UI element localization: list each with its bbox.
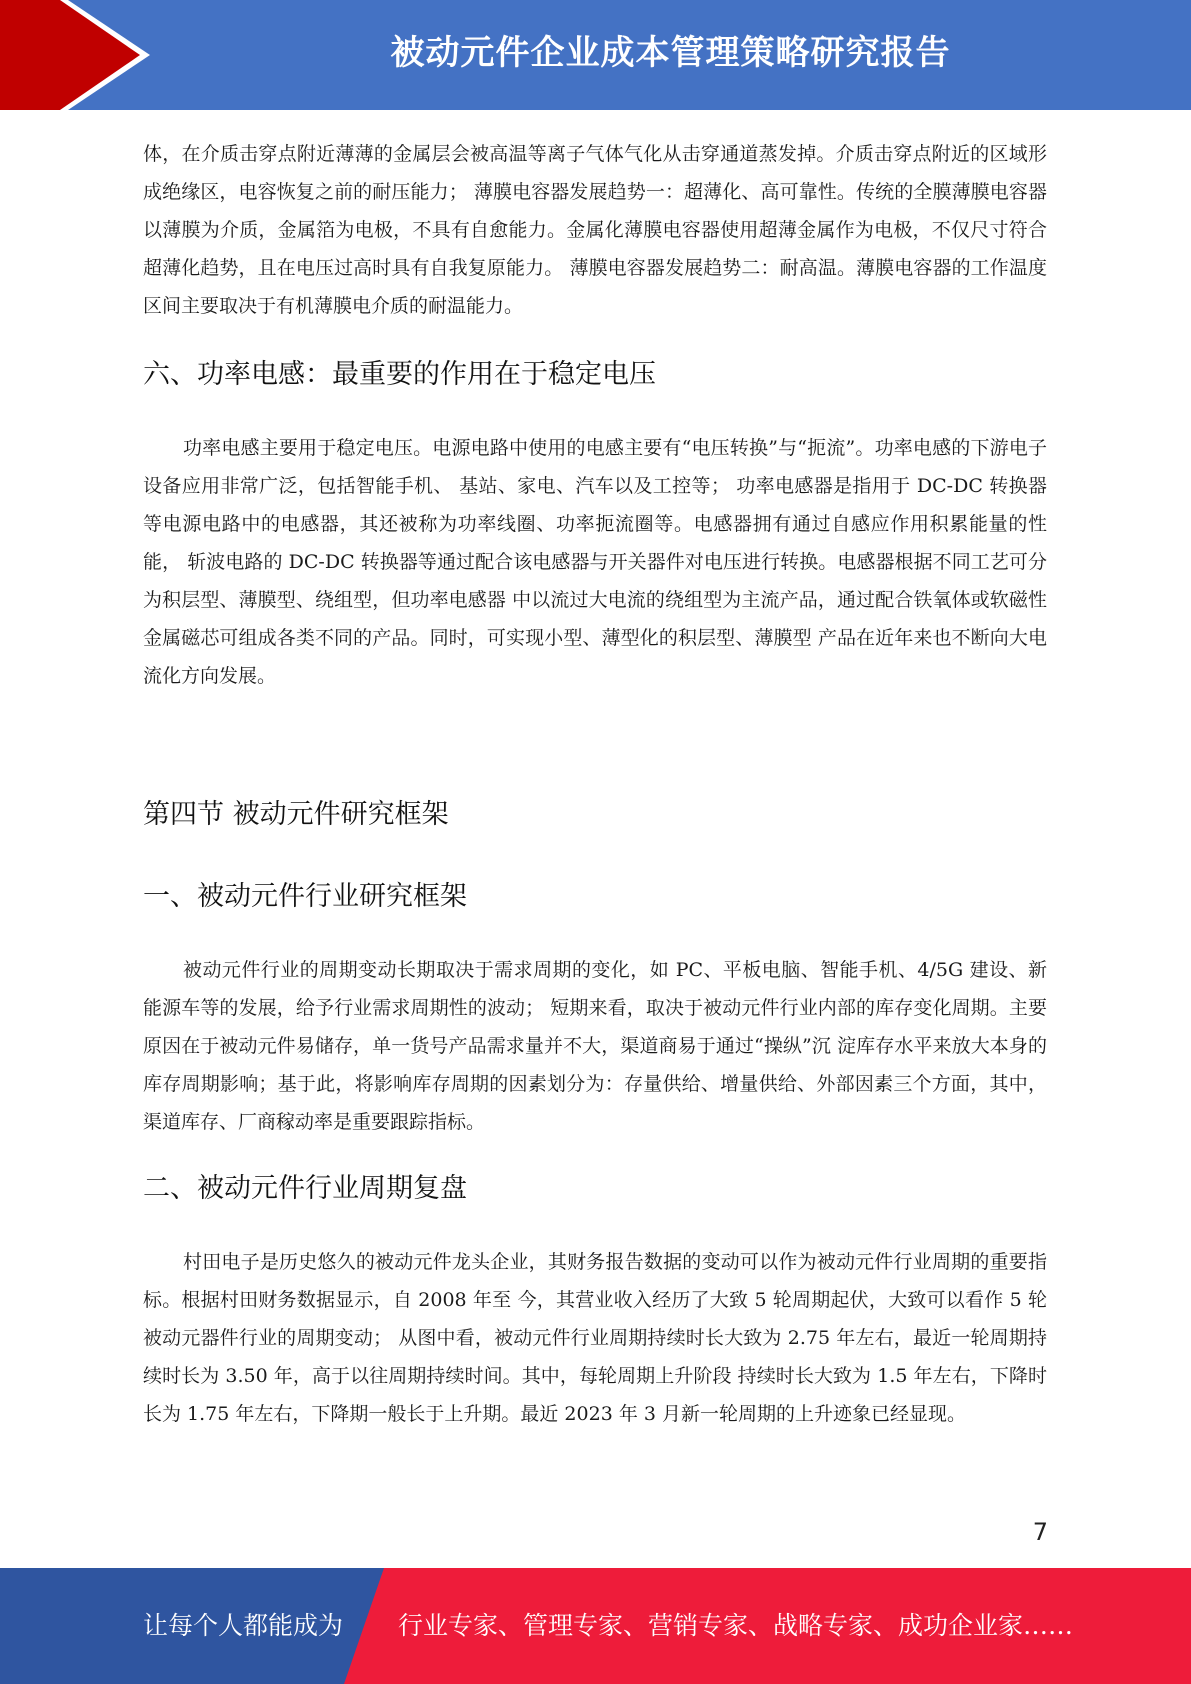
footer-slogan-right: 行业专家、管理专家、营销专家、战略专家、成功企业家…… (398, 1611, 1074, 1640)
heading-industry-framework: 一、被动元件行业研究框架 (143, 881, 467, 912)
paragraph-industry-framework: 被动元件行业的周期变动长期取决于需求周期的变化，如 PC、平板电脑、智能手机、4/5G 建设、新能源车等的发展，给予行业需求周期性的波动； 短期来看，取决于被动元件行业内部的库存变化周期。主要原因在于被动元件易储存，单一货号产品需求量并不大，渠道商易于通过“操纵”沉 淀库存水平来放大本身的库存周期影响；基于此，将影响库存周期的因素划分为：存量供给、增量供给、外部因素三个方面，其中，渠道库存、厂商稼动率是重要跟踪指标。 (143, 959, 1047, 1133)
paragraph-industry-cycle: 村田电子是历史悠久的被动元件龙头企业，其财务报告数据的变动可以作为被动元件行业周期的重要指标。根据村田财务数据显示，自 2008 年至 今，其营业收入经历了大致 5 轮周期起伏，大致可以看作 5 轮被动元器件行业的周期变动； 从图中看，被动元件行业周期持续时长大致为 2.75 年左右，最近一轮周期持续时长为 3.50 年，高于以往周期持续时间。其中，每轮周期上升阶段 持续时长大致为 1.5 年左右，下降时长为 1.75 年左右，下降期一般长于上升期。最近 2023 年 3 月新一轮周期的上升迹象已经显现。 (143, 1251, 1047, 1425)
heading-power-inductor: 六、功率电感：最重要的作用在于稳定电压 (143, 359, 656, 390)
paragraph-power-inductor: 功率电感主要用于稳定电压。电源电路中使用的电感主要有“电压转换”与“扼流”。功率电感的下游电子设备应用非常广泛，包括智能手机、 基站、家电、汽车以及工控等； 功率电感器是指用于 DC-DC 转换器等电源电路中的电感器，其还被称为功率线圈、功率扼流圈等。电感器拥有通过自感应作用积累能量的性能， 斩波电路的 DC-DC 转换器等通过配合该电感器与开关器件对电压进行转换。电感器根据不同工艺可分为积层型、薄膜型、绕组型，但功率电感器 中以流过大电流的绕组型为主流产品，通过配合铁氧体或软磁性金属磁芯可组成各类不同的产品。同时，可实现小型、薄型化的积层型、薄膜型 产品在近年来也不断向大电流化方向发展。 (143, 437, 1047, 687)
section-heading-research-framework: 第四节 被动元件研究框架 (143, 799, 449, 830)
heading-industry-cycle: 二、被动元件行业周期复盘 (143, 1173, 467, 1204)
page-number: 7 (1032, 1518, 1048, 1546)
main-content (143, 135, 1047, 1433)
page-header (0, 0, 1191, 110)
page-footer (0, 1568, 1191, 1684)
report-title: 被动元件企业成本管理策略研究报告 (390, 33, 951, 73)
footer-slogan-left: 让每个人都能成为 (143, 1611, 344, 1640)
paragraph-film-capacitor: 体，在介质击穿点附近薄薄的金属层会被高温等离子气体气化从击穿通道蒸发掉。介质击穿点附近的区域形成绝缘区，电容恢复之前的耐压能力； 薄膜电容器发展趋势一：超薄化、高可靠性。传统的全膜薄膜电容器以薄膜为介质，金属箔为电极，不具有自愈能力。金属化薄膜电容器使用超薄金属作为电极，不仅尺寸符合超薄化趋势，且在电压过高时具有自我复原能力。 薄膜电容器发展趋势二：耐高温。薄膜电容器的工作温度区间主要取决于有机薄膜电介质的耐温能力。 (143, 143, 1047, 317)
chevron-arrow-icon (0, 0, 160, 110)
